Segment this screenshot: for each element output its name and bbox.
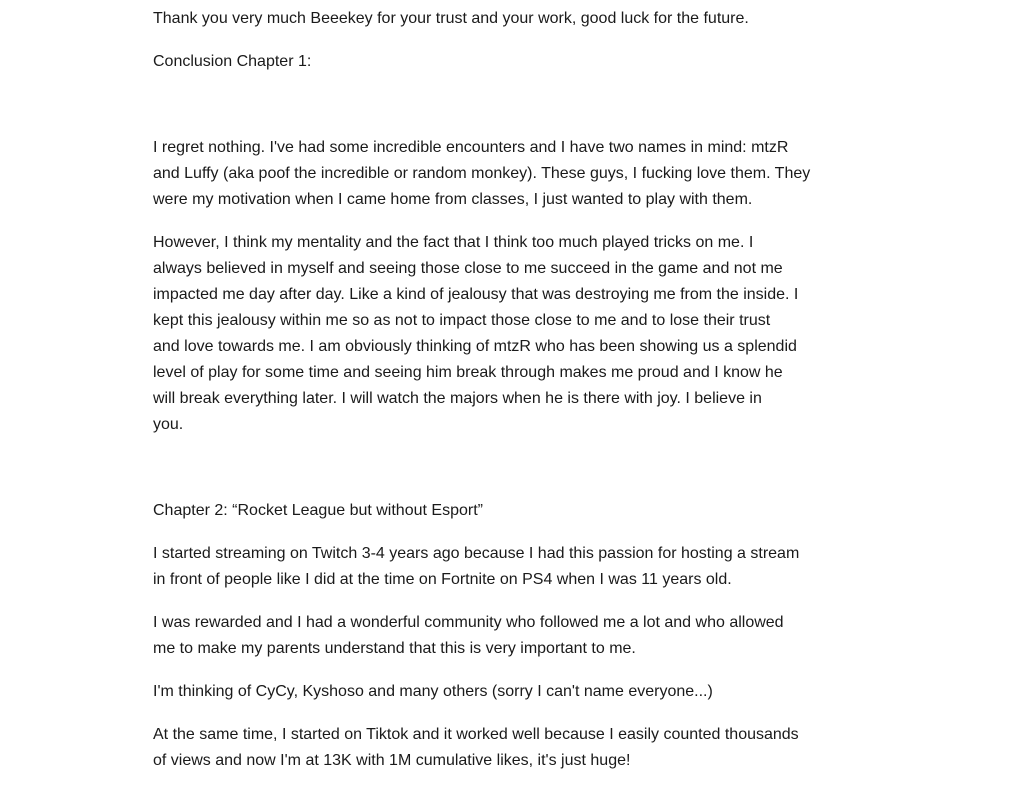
paragraph-streaming <box>153 541 883 593</box>
paragraph-line: always believed in myself and seeing those close to me succeed in the game and not me <box>153 260 783 277</box>
paragraph-line: I started streaming on Twitch 3-4 years ago because I had this passion for hosting a stream <box>153 545 800 562</box>
heading-conclusion-chapter-1 <box>153 49 883 75</box>
paragraph-line: I was rewarded and I had a wonderful community who followed me a lot and who allowed <box>153 614 784 631</box>
paragraph-line: level of play for some time and seeing him break through makes me proud and I know he <box>153 364 783 381</box>
heading-chapter-2 <box>153 498 883 524</box>
paragraph-line: me to make my parents understand that this is very important to me. <box>153 640 636 657</box>
paragraph-line: and Luffy (aka poof the incredible or random monkey). These guys, I fucking love them. They <box>153 165 811 182</box>
paragraph-thanks <box>153 6 883 32</box>
paragraph-line: However, I think my mentality and the fact that I think too much played tricks on me. I <box>153 234 754 251</box>
paragraph-line: were my motivation when I came home from classes, I just wanted to play with them. <box>153 191 753 208</box>
paragraph-line: I'm thinking of CyCy, Kyshoso and many others (sorry I can't name everyone...) <box>153 683 713 700</box>
paragraph-mentality <box>153 230 883 438</box>
paragraph-line: Thank you very much Beeekey for your trust and your work, good luck for the future. <box>153 10 749 27</box>
heading-text: Chapter 2: “Rocket League but without Esport” <box>153 502 483 519</box>
paragraph-line: of views and now I'm at 13K with 1M cumulative likes, it's just huge! <box>153 752 631 769</box>
paragraph-rewarded <box>153 610 883 662</box>
paragraph-line: and love towards me. I am obviously thinking of mtzR who has been showing us a splendid <box>153 338 797 355</box>
paragraph-line: you. <box>153 416 184 433</box>
paragraph-thinking <box>153 679 883 705</box>
paragraph-line: impacted me day after day. Like a kind of jealousy that was destroying me from the inside. I <box>153 286 799 303</box>
paragraph-line: At the same time, I started on Tiktok and it worked well because I easily counted thousands <box>153 726 799 743</box>
paragraph-tiktok <box>153 722 883 774</box>
paragraph-line: I regret nothing. I've had some incredible encounters and I have two names in mind: mtzR <box>153 139 789 156</box>
paragraph-line: kept this jealousy within me so as not to impact those close to me and to lose their trust <box>153 312 771 329</box>
paragraph-line: will break everything later. I will watch the majors when he is there with joy. I believe in <box>153 390 762 407</box>
paragraph-line: in front of people like I did at the time on Fortnite on PS4 when I was 11 years old. <box>153 571 732 588</box>
paragraph-regret <box>153 135 883 213</box>
heading-text: Conclusion Chapter 1: <box>153 53 312 70</box>
